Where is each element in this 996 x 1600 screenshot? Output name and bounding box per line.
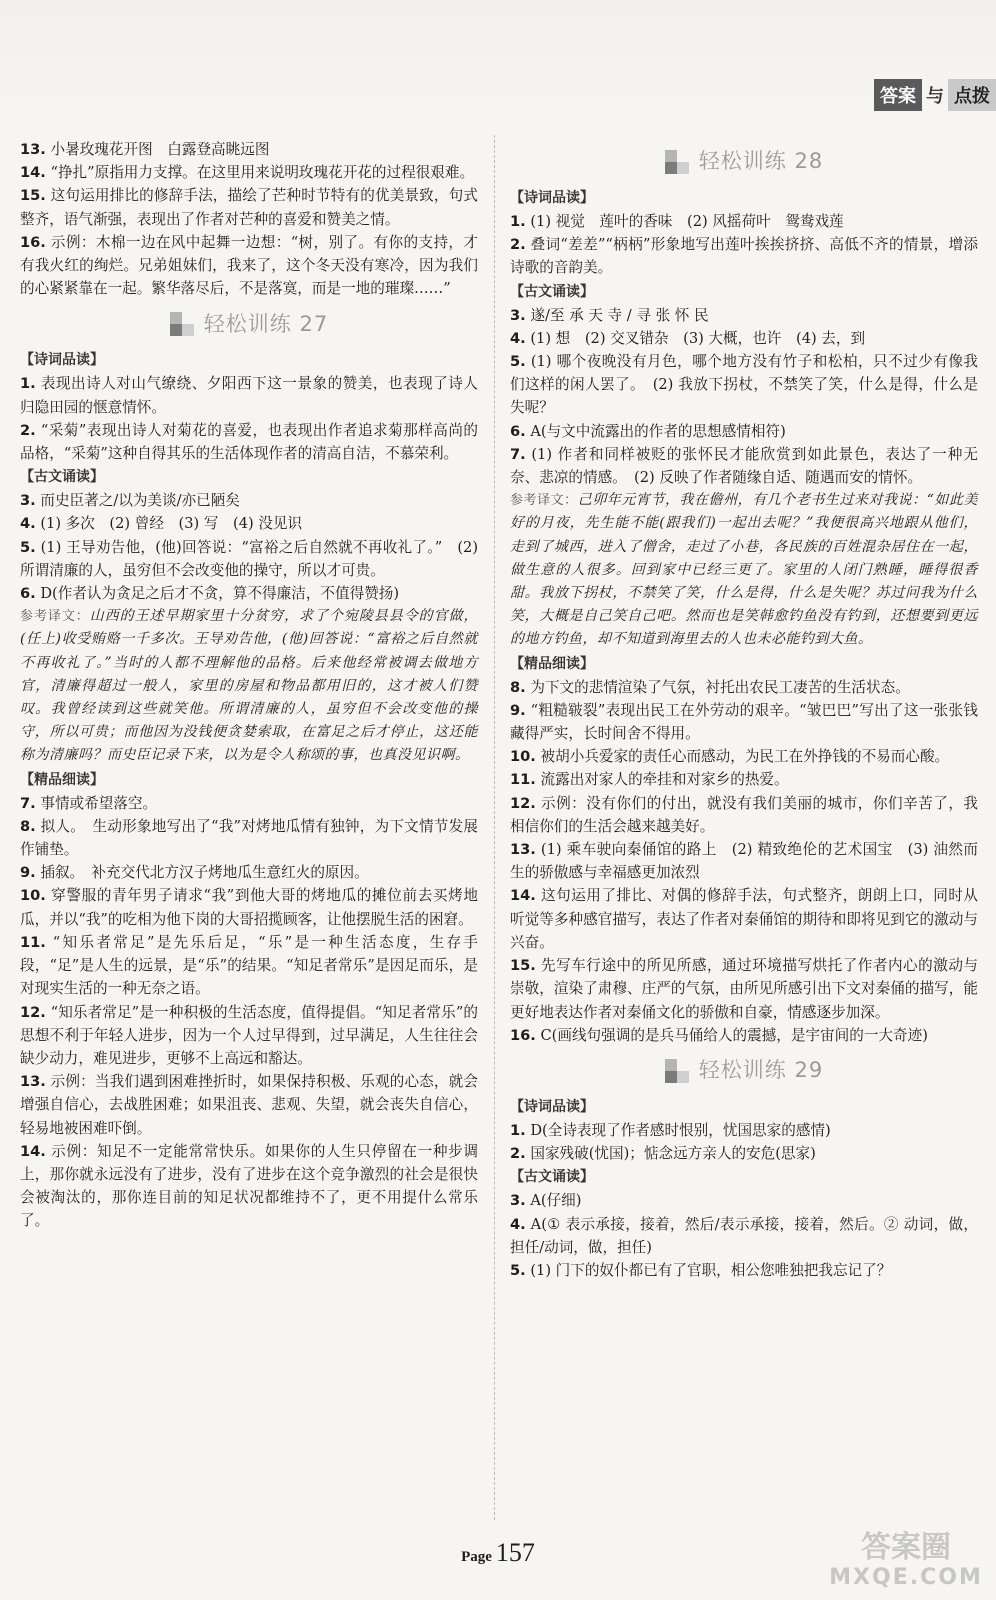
answer-text: C(画线句强调的是兵马俑给人的震撼，是宇宙间的一大奇迹) — [540, 1026, 928, 1044]
section-heading: 【诗词品读】 — [20, 352, 104, 369]
header-answer-tag — [874, 80, 996, 110]
answer-text: 示例：知足不一定能常常快乐。如果你的人生只停留在一种步调上，那你就永远没有了进步，没有了进步在这个竞争激烈的社会是很快会被淘汰的，那你连目前的知足状况都维持不了，更不用提什么常乐了。 — [20, 1142, 478, 1230]
answer-item — [20, 184, 478, 230]
answer-text: 拟人。 生动形象地写出了“我”对烤地瓜情有独钟，为下文情节发展作铺垫。 — [20, 817, 478, 859]
answer-text: “挣扎”原指用力支撑。在这里用来说明玫瑰花开花的过程很艰难。 — [50, 164, 475, 182]
answer-number: 1. — [510, 1121, 526, 1139]
answer-item — [20, 161, 478, 184]
answer-text: 流露出对家人的牵挂和对家乡的热爱。 — [540, 771, 789, 789]
answer-item — [20, 489, 478, 512]
answer-number: 15. — [20, 187, 46, 205]
answer-number: 8. — [510, 678, 526, 696]
training-title — [510, 142, 978, 182]
section-heading-row — [510, 280, 978, 304]
answer-number: 14. — [510, 887, 536, 905]
answer-text: “粗糙皲裂”表现出民工在外劳动的艰辛。“皱巴巴”写出了这一张张钱藏得严实，长时间舍不得用。 — [510, 701, 978, 743]
answer-number: 9. — [510, 701, 526, 719]
title-squares-icon — [170, 312, 194, 336]
answer-item — [510, 304, 978, 327]
answer-number: 6. — [510, 422, 526, 440]
answer-text: (1) 乘车驶向秦俑馆的路上 (2) 精致绝伦的艺术国宝 (3) 油然而生的骄傲感与幸福感更加浓烈 — [510, 841, 979, 882]
header-answer-label: 答案 — [874, 79, 922, 111]
answer-text: 表现出诗人对山气缭绕、夕阳西下这一景象的赞美，也表现了诗人归隐田园的惬意情怀。 — [20, 375, 478, 416]
page-label: Page — [461, 1549, 492, 1565]
header-tip-label: 点拨 — [948, 79, 996, 111]
answer-number: 1. — [510, 213, 526, 230]
answer-text: “知乐者常足”是先乐后足，“乐”是一种生活态度，生存手段，“足”是人生的远景，是“乐”的结果。“知足者常乐”是因足而乐，是对现实生活的一种无奈之语。 — [20, 933, 478, 998]
answer-text: 示例：当我们遇到困难挫折时，如果保持积极、乐观的心态，就会增强自信心，去战胜困难；如果沮丧、悲观、失望，就会丧失自信心，轻易地被困难吓倒。 — [20, 1073, 478, 1137]
answer-text: 穿警服的青年男子请求“我”到他大哥的烤地瓜的摊位前去买烤地瓜，并以“我”的吃相为他下岗的大哥招揽顾客，让他摆脱生活的困窘。 — [20, 887, 478, 928]
left-column — [20, 138, 478, 1233]
answer-number: 10. — [510, 748, 536, 766]
answer-number: 5. — [20, 538, 36, 556]
answer-number: 9. — [20, 864, 36, 882]
answer-number: 16. — [20, 233, 46, 251]
answer-text: (1) 视觉 莲叶的香味 (2) 风摇荷叶 鸳鸯戏莲 — [530, 213, 844, 230]
answer-text: (1) 作者和同样被贬的张怀民才能欣赏到如此景色，表达了一种无奈、悲凉的情感。 (2) 反映了作者随缘自适、随遇而安的情怀。 — [510, 445, 978, 487]
translation-label: 参考译文： — [510, 493, 578, 509]
answer-item — [20, 138, 478, 161]
answer-number: 7. — [20, 794, 36, 812]
answer-item — [510, 699, 978, 745]
section-heading-row — [510, 1165, 978, 1189]
answer-text: (1) 多次 (2) 曾经 (3) 写 (4) 没见识 — [40, 515, 303, 533]
title-squares-icon — [665, 150, 689, 174]
section-heading-row — [20, 465, 478, 489]
page-number: 157 — [495, 1538, 535, 1567]
section-heading: 【精品细读】 — [510, 655, 594, 672]
answer-text: “知乐者常足”是一种积极的生活态度，值得提倡。“知足者常乐”的思想不利于年轻人进步，因为一个人过早得到，过早满足，人生往往会缺少动力，难见进步，更够不上高远和豁达。 — [20, 1003, 478, 1067]
answer-number: 10. — [20, 887, 46, 905]
answer-item — [510, 745, 978, 768]
answer-text: 小暑玫瑰花开图 白露登高眺远图 — [50, 141, 270, 158]
answer-number: 3. — [510, 1192, 526, 1210]
answer-item — [510, 1213, 978, 1259]
answer-number: 7. — [510, 445, 526, 463]
answer-item — [20, 1070, 478, 1140]
section-heading: 【古文诵读】 — [510, 1169, 594, 1186]
watermark-logo — [826, 1530, 986, 1592]
answer-text: (1) 哪个夜晚没有月色，哪个地方没有竹子和松柏，只不过少有像我们这样的闲人罢了。 (2) 我放下拐杖，不禁笑了笑，什么是得，什么是失呢？ — [510, 353, 978, 417]
answer-number: 3. — [510, 306, 526, 324]
right-column — [510, 138, 978, 1282]
answer-text: 遂/至 承 天 寺 / 寻 张 怀 民 — [530, 306, 709, 324]
answer-text: (1) 想 (2) 交叉错杂 (3) 大概，也许 (4) 去，到 — [530, 329, 866, 347]
answer-number: 4. — [510, 329, 526, 347]
reference-translation — [510, 489, 978, 651]
answer-text: D(全诗表现了作者感时恨别，忧国思家的感情) — [530, 1121, 831, 1139]
training-title-text: 轻松训练 27 — [203, 311, 329, 336]
answer-text: 插叙。 补充交代北方汉子烤地瓜生意红火的原因。 — [40, 864, 369, 882]
answer-item — [510, 884, 978, 954]
training-title — [510, 1051, 978, 1091]
answer-item — [510, 233, 978, 279]
answer-number: 2. — [510, 1145, 526, 1163]
answer-number: 1. — [20, 375, 36, 393]
answer-item — [20, 861, 478, 884]
answer-text: 示例：没有你们的付出，就没有我们美丽的城市，你们辛苦了，我相信你们的生活会越来越美好。 — [510, 794, 978, 835]
answer-item — [20, 231, 478, 301]
answer-item — [20, 884, 478, 930]
answer-item — [20, 931, 478, 1001]
answer-number: 11. — [510, 771, 536, 789]
answer-item — [510, 792, 978, 838]
section-heading-row — [510, 1095, 978, 1119]
answer-item — [510, 443, 978, 489]
page-top-band — [0, 0, 996, 108]
answer-number: 11. — [20, 933, 46, 951]
answer-number: 2. — [510, 236, 526, 254]
answer-text: 国家残破(忧国)；惦念远方亲人的安危(思家) — [530, 1145, 816, 1163]
answer-text: “采菊”表现出诗人对菊花的喜爱，也表现出作者追求菊那样高尚的品格，“采菊”这种自得其乐的生活体现作者的清高自洁，不慕荣利。 — [20, 421, 478, 463]
answer-text: 示例：木棉一边在风中起舞一边想：“树，别了。有你的支持，才有我火红的绚烂。兄弟姐妹们，我来了，这个冬天没有寒冷，因为我们的心紧紧靠在一起。繁华落尽后，不是落寞，而是一地的璀璨……” — [20, 233, 479, 298]
section-heading: 【古文诵读】 — [20, 469, 104, 486]
answer-number: 6. — [20, 585, 36, 603]
watermark-line2: MXQE.COM — [829, 1565, 983, 1590]
answer-number: 4. — [20, 515, 36, 533]
answer-item — [510, 1024, 978, 1047]
answer-item — [20, 1140, 478, 1233]
answer-item — [20, 582, 478, 605]
answer-item — [510, 1142, 978, 1165]
section-heading: 【诗词品读】 — [510, 1098, 594, 1115]
answer-text: A(① 表示承接，接着，然后/表示承接，接着，然后。② 动词，做，担任/动词，做，担任) — [510, 1215, 979, 1256]
training-title-text: 轻松训练 29 — [698, 1058, 824, 1083]
answer-item — [510, 1259, 978, 1282]
answer-number: 15. — [510, 957, 536, 975]
section-heading: 【诗词品读】 — [510, 190, 594, 206]
answer-item — [510, 420, 978, 443]
answer-item — [20, 1001, 478, 1071]
watermark-line1: 答案圈 — [861, 1530, 951, 1565]
header-connector: 与 — [926, 86, 944, 107]
section-heading: 【古文诵读】 — [510, 283, 594, 300]
answer-number: 2. — [20, 421, 36, 439]
answer-number: 13. — [20, 141, 46, 158]
answer-number: 4. — [510, 1215, 526, 1233]
answer-number: 5. — [510, 1261, 526, 1279]
section-heading-row — [510, 186, 978, 210]
answer-item — [510, 954, 978, 1024]
answer-item — [510, 1119, 978, 1142]
answer-item — [510, 350, 978, 420]
answer-item — [20, 815, 478, 861]
answer-text: 这句运用排比的修辞手法，描绘了芒种时节特有的优美景致，句式整齐，语气渐强，表现出了作者对芒种的喜爱和赞美之情。 — [20, 187, 478, 228]
answer-item — [510, 1189, 978, 1212]
answer-text: 被胡小兵爱家的责任心而感动，为民工在外挣钱的不易而心酸。 — [540, 748, 950, 766]
answer-number: 14. — [20, 164, 46, 182]
title-squares-icon — [665, 1059, 689, 1083]
answer-number: 13. — [510, 841, 536, 859]
translation-text: 己卯年元宵节，我在儋州，有几个老书生过来对我说：“如此美好的月夜，先生能不能(跟我们)一起出去呢？”我便很高兴地跟从他们，走到了城西，进入了僧舍，走过了小巷，各民族的百姓混杂居住在一起，做生意的人很多。回到家中已经三更了。家里的人闭门熟睡，睡得很香甜。我放下拐杖，不禁笑了笑，什么是得，什么是失呢？苏过问我为什么笑，大概是自己笑自己吧。然而也是笑韩愈钓鱼没有钓到，还想要到更远的地方钓鱼，却不知道到海里去的人也未必能钓到大鱼。 — [510, 492, 978, 648]
column-divider — [494, 135, 495, 1520]
answer-text: 先写车行途中的所见所感，通过环境描写烘托了作者内心的激动与崇敬，渲染了肃穆、庄严的气氛，由所见所感引出下文对秦俑的描写，能更好地表达作者对秦俑文化的骄傲和自豪，情感逐步加深。 — [510, 957, 978, 1021]
answer-number: 16. — [510, 1026, 536, 1044]
answer-item — [510, 210, 978, 233]
answer-number: 5. — [510, 353, 526, 371]
translation-text: 山西的王述早期家里十分贫穷，求了个宛陵县县令的官做，(任上)收受贿赂一千多次。王导劝告他，(他)回答说：“富裕之后自然就不再收礼了。”当时的人都不理解他的品格。后来他经常被调去做地方官，清廉得超过一般人，家里的房屋和物品都用旧的，这才被人们赞叹。我曾经读到这些就笑他。所谓清廉的人，虽穷但不会改变他的操守，所以可贵；而他因为没钱便贪婪索取，在富足之后才停止，这还能称为清廉吗？而史臣记录下来，以为是令人称颂的事，也真没见识啊。 — [20, 608, 478, 764]
answer-number: 8. — [20, 817, 36, 835]
answer-text: 而史臣著之/以为美谈/亦已陋矣 — [40, 492, 240, 510]
answer-number: 12. — [510, 794, 536, 812]
training-title-text: 轻松训练 28 — [698, 149, 824, 174]
answer-text: 叠词“差差”“柄柄”形象地写出莲叶挨挨挤挤、高低不齐的情景，增添诗歌的音韵美。 — [510, 236, 978, 277]
answer-text: A(与文中流露出的作者的思想感情相符) — [530, 422, 786, 440]
answer-item — [20, 419, 478, 465]
answer-text: (1) 门下的奴仆都已有了官职，相公您唯独把我忘记了？ — [530, 1261, 892, 1279]
answer-number: 12. — [20, 1003, 46, 1021]
section-heading-row — [20, 768, 478, 792]
section-heading-row — [510, 652, 978, 676]
answer-text: 为下文的悲情渲染了气氛，衬托出农民工凄苦的生活状态。 — [530, 678, 910, 696]
section-heading: 【精品细读】 — [20, 771, 104, 788]
answer-text: 这句运用了排比、对偶的修辞手法，句式整齐，朗朗上口，同时从听觉等多种感官描写，表达了作者对秦俑馆的期待和即将见到它的激动与兴奋。 — [510, 887, 978, 951]
answer-number: 13. — [20, 1073, 46, 1091]
translation-label: 参考译文： — [20, 609, 90, 625]
answer-item — [510, 838, 978, 884]
answer-item — [510, 768, 978, 791]
answer-item — [20, 512, 478, 535]
answer-text: A(仔细) — [530, 1192, 582, 1210]
answer-item — [510, 327, 978, 350]
answer-number: 14. — [20, 1142, 46, 1160]
reference-translation — [20, 605, 478, 767]
answer-item — [20, 536, 478, 582]
answer-item — [510, 676, 978, 699]
answer-item — [20, 792, 478, 815]
section-heading-row — [20, 348, 478, 372]
answer-number: 3. — [20, 492, 36, 510]
training-title — [20, 304, 478, 344]
answer-text: 事情或希望落空。 — [40, 794, 158, 812]
answer-text: D(作者认为贪足之后才不贪，算不得廉洁，不值得赞扬) — [40, 585, 400, 603]
answer-item — [20, 372, 478, 418]
answer-text: (1) 王导劝告他，(他)回答说：“富裕之后自然就不再收礼了。” (2) 所谓清廉的人，虽穷但不会改变他的操守，所以才可贵。 — [20, 538, 479, 579]
